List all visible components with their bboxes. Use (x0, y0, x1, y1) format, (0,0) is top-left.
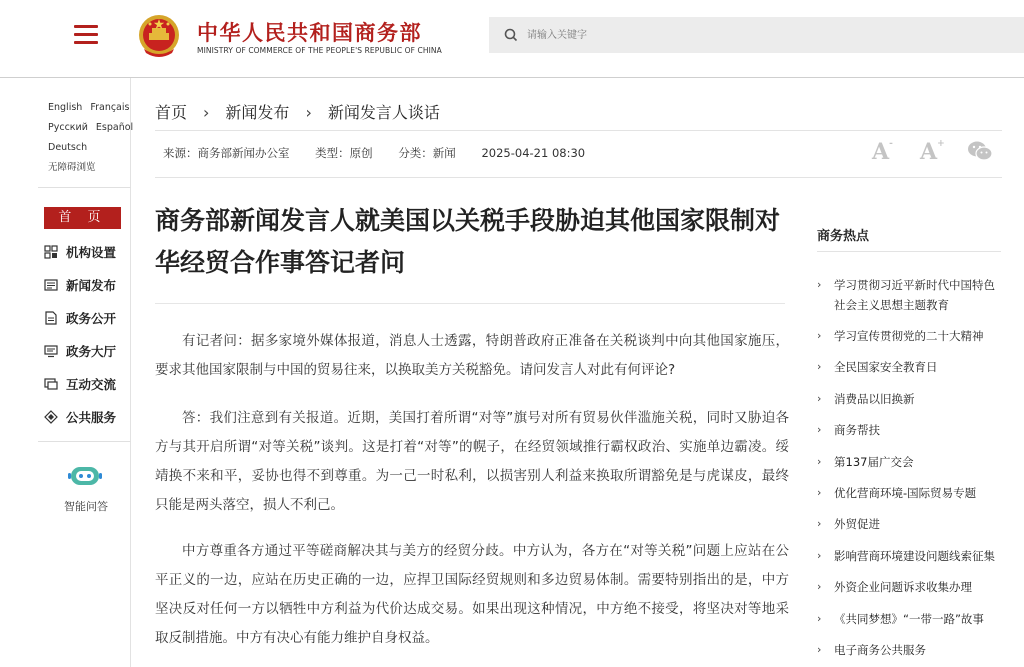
hot-topic-item[interactable]: › 第137届广交会 (817, 452, 1002, 472)
nav-item-label: 政务大厅 (66, 344, 117, 359)
font-decrease-icon[interactable]: A- (872, 139, 893, 165)
breadcrumb-spokesperson[interactable]: 新闻发言人谈话 (327, 103, 440, 122)
nav-item-public-service[interactable] (44, 406, 116, 428)
lang-spanish[interactable]: Español (95, 122, 134, 133)
news-icon (44, 278, 58, 292)
site-title-cn: 中华人民共和国商务部 (197, 21, 422, 45)
site-title-en: MINISTRY OF COMMERCE OF THE PEOPLE'S REPUBLIC OF CHINA (197, 46, 442, 55)
chevron-right-icon: › (817, 360, 822, 373)
divider (155, 130, 1002, 131)
breadcrumb (155, 100, 440, 123)
lang-french[interactable]: Français (90, 102, 130, 113)
chevron-right-icon: › (817, 549, 822, 562)
monitor-icon (44, 344, 58, 358)
chevron-right-icon: › (817, 486, 822, 499)
article-paragraph: 答：我们注意到有关报道。近期，美国打着所谓“对等”旗号对所有贸易伙伴滥施关税，同时又胁迫各方与其开启所谓“对等关税”谈判。这是打着“对等”的幌子，在经贸领域推行霸权政治、实施单边霸凌。绥靖换不来和平，妥协也得不到尊重。为一己一时私利，以损害别人利益来换取所谓豁免是与虎谋皮，最终只能是两头落空，损人不利己。 (155, 410, 789, 513)
hot-topic-item[interactable]: › 消费品以旧换新 (817, 389, 1002, 409)
service-icon (44, 410, 58, 424)
nav-item-service-hall[interactable] (44, 340, 116, 362)
nav-item-label: 政务公开 (66, 311, 117, 326)
divider (38, 441, 131, 442)
chevron-right-icon: › (203, 103, 210, 122)
language-links (48, 98, 141, 178)
chevron-right-icon: › (817, 329, 822, 342)
nav-item-label: 机构设置 (66, 245, 117, 260)
nav-item-org[interactable] (44, 241, 116, 263)
divider (817, 251, 1001, 252)
lang-german[interactable]: Deutsch (48, 142, 88, 153)
nav-item-gov-info[interactable] (44, 307, 116, 329)
chevron-right-icon: › (817, 423, 822, 436)
national-emblem-logo (136, 13, 182, 61)
assistant-label[interactable]: 智能问答 (64, 500, 108, 513)
hot-topic-item[interactable]: › 《共同梦想》“一带一路”故事 (817, 609, 1002, 629)
robot-assistant-icon[interactable] (68, 465, 102, 487)
breadcrumb-news[interactable]: 新闻发布 (225, 103, 290, 122)
article-title: 商务部新闻发言人就美国以关税手段胁迫其他国家限制对华经贸合作事答记者问 (155, 206, 781, 277)
chevron-right-icon: › (817, 580, 822, 593)
font-increase-icon[interactable]: A+ (920, 139, 945, 165)
chevron-right-icon: › (817, 278, 822, 291)
nav-item-label: 新闻发布 (66, 278, 117, 293)
search-input[interactable] (527, 25, 997, 45)
article-paragraph: 中方尊重各方通过平等磋商解决其与美方的经贸分歧。中方认为，各方在“对等关税”问题上应站在公平正义的一边，应站在历史正确的一边，应捍卫国际经贸规则和多边贸易体制。需要特别指出的是，中方坚决反对任何一方以牺牲中方利益为代价达成交易。如果出现这种情况，中方绝不接受，将坚决对等地采取反制措施。中方有决心有能力维护自身权益。 (155, 543, 789, 646)
nav-item-label: 公共服务 (66, 410, 117, 425)
chevron-right-icon: › (305, 103, 312, 122)
article-paragraph: 有记者问：据多家境外媒体报道，消息人士透露，特朗普政府正准备在关税谈判中向其他国家施压，要求其他国家限制与中国的贸易往来，以换取美方关税豁免。请问发言人对此有何评论? (155, 333, 789, 378)
hot-topic-item[interactable]: › 学习宣传贯彻党的二十大精神 (817, 326, 1002, 346)
wechat-share-icon[interactable] (967, 140, 993, 162)
home-button[interactable]: 首 页 (44, 207, 121, 229)
hot-topic-item[interactable]: › 全民国家安全教育日 (817, 357, 1002, 377)
meta-date: 2025-04-21 08:30 (481, 146, 586, 160)
chevron-right-icon: › (817, 392, 822, 405)
chevron-right-icon: › (817, 455, 822, 468)
article-meta (163, 145, 607, 161)
search-icon[interactable] (503, 27, 519, 43)
breadcrumb-home[interactable]: 首页 (155, 103, 188, 122)
chevron-right-icon: › (817, 643, 822, 656)
divider (155, 177, 1002, 178)
accessibility-link[interactable]: 无障碍浏览 (48, 162, 96, 173)
chat-icon (44, 377, 58, 391)
nav-item-interaction[interactable] (44, 373, 116, 395)
nav-item-label: 互动交流 (66, 377, 117, 392)
divider (38, 187, 131, 188)
document-icon (44, 311, 58, 325)
hot-topic-item[interactable]: › 商务帮扶 (817, 420, 1002, 440)
meta-source: 来源：商务部新闻办公室 (163, 146, 290, 160)
nav-item-news[interactable] (44, 274, 116, 296)
hot-topic-item[interactable]: › 影响营商环境建设问题线索征集 (817, 546, 1002, 566)
divider (155, 303, 785, 304)
lang-english[interactable]: English (48, 102, 83, 113)
left-sidebar (0, 78, 134, 667)
meta-type: 类型：原创 (315, 146, 373, 160)
hot-topic-item[interactable]: › 外贸促进 (817, 514, 1002, 534)
hot-topics-title: 商务热点 (817, 229, 870, 244)
meta-category: 分类：新闻 (398, 146, 456, 160)
hot-topic-item[interactable]: › 优化营商环境-国际贸易专题 (817, 483, 1002, 503)
site-header (0, 0, 1024, 78)
menu-icon[interactable] (74, 25, 98, 45)
chevron-right-icon: › (817, 612, 822, 625)
hot-topic-item[interactable]: › 学习贯彻习近平新时代中国特色社会主义思想主题教育 (817, 275, 1002, 315)
chevron-right-icon: › (817, 517, 822, 530)
search-bar (489, 17, 1024, 53)
hot-topic-item[interactable]: › 电子商务公共服务 (817, 640, 1002, 660)
org-icon (44, 245, 58, 259)
lang-russian[interactable]: Русский (48, 122, 88, 133)
hot-topic-item[interactable]: › 外资企业问题诉求收集办理 (817, 577, 1002, 597)
